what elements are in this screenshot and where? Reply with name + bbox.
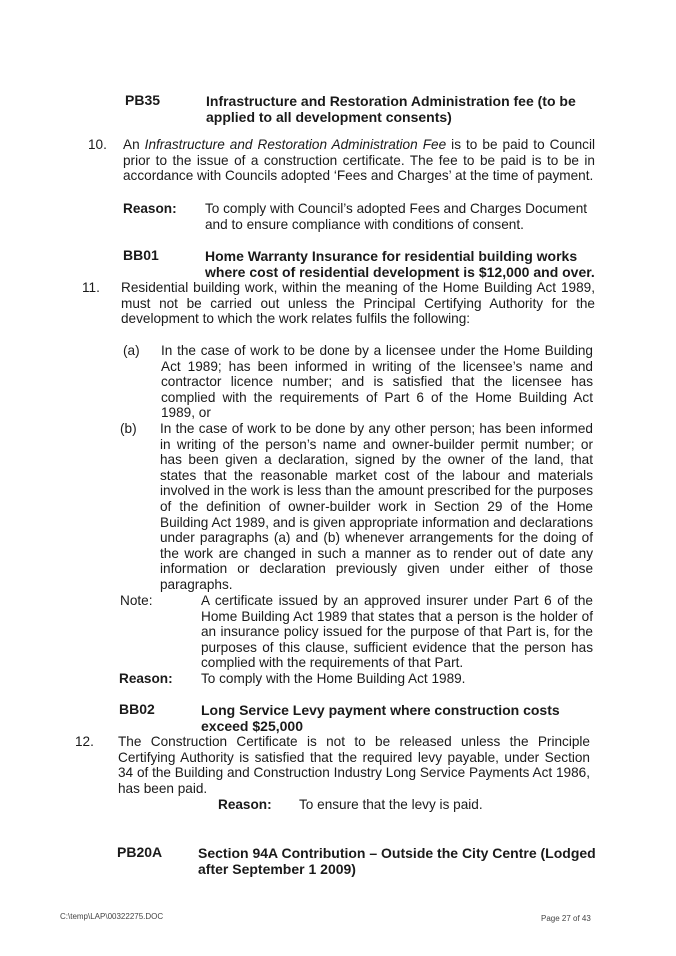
- section-code-bb02: BB02: [119, 701, 155, 717]
- reason-label-12: Reason:: [218, 797, 272, 812]
- item-b-label: (b): [120, 421, 137, 436]
- condition-10-body: An Infrastructure and Restoration Administration Fee is to be paid to Council prior to the issue of a construction certificate. The fee to be paid is to be in accordance with Councils adopted ‘Fees and Charges’ at the time of payment.: [123, 137, 595, 184]
- section-code-pb35: PB35: [125, 92, 161, 108]
- reason-label-10: Reason:: [123, 201, 177, 216]
- item-b-text: In the case of work to be done by any other person; has been informed in writing of the person’s name and owner-builder permit number; or has been given a declaration, signed by the owner of the land, that states that the reasonable market cost of the labour and materials involved in the work is less than the amount prescribed for the purposes of the definition of owner-builder work in Section 29 of the Home Building Act 1989, and is given appropriate information and declarations under paragraphs (a) and (b) whenever arrangements for the doing of the work are changed in such a manner as to render out of date any information or declaration previously given under either of those paragraphs.: [160, 421, 593, 592]
- section-code-pb20a: PB20A: [117, 844, 163, 860]
- reason-text-11: To comply with the Home Building Act 1989.: [201, 671, 466, 686]
- condition-11-body: Residential building work, within the meaning of the Home Building Act 1989, must not be carried out unless the Principal Certifying Authority for the development to which the work relates fulfils the following:: [121, 280, 595, 327]
- condition-number-12: 12.: [75, 734, 94, 749]
- note-text: A certificate issued by an approved insurer under Part 6 of the Home Building Act 1989 that states that a person is the holder of an insurance policy issued for the purpose of that Part is, for the purposes of this clause, sufficient evidence that the person has complied with the requirements of that Part.: [201, 593, 593, 671]
- section-title-bb02: Long Service Levy payment where construction costs exceed $25,000: [201, 702, 560, 734]
- section-code-bb01: BB01: [123, 247, 159, 263]
- item-a-text: In the case of work to be done by a licensee under the Home Building Act 1989; has been informed in writing of the licensee’s name and contractor licence number; and is satisfied that the licensee has complied with the requirements of Part 6 of the Home Building Act 1989, or: [161, 343, 593, 421]
- condition-12-body: The Construction Certificate is not to be released unless the Principle Certifying Authority is satisfied that the required levy payable, under Section 34 of the Building and Construction Industry Long Service Payments Act 1986, has been paid.: [118, 734, 590, 796]
- note-label: Note:: [120, 593, 153, 608]
- reason-label-11: Reason:: [119, 671, 173, 686]
- fee-name: Infrastructure and Restoration Administration Fee: [144, 137, 447, 152]
- section-title-pb20a: Section 94A Contribution – Outside the City Centre (Lodged after September 1 2009): [198, 845, 596, 877]
- reason-text-12: To ensure that the levy is paid.: [299, 797, 483, 812]
- reason-text-10: To comply with Council’s adopted Fees and Charges Document and to ensure compliance with conditions of consent.: [205, 201, 588, 232]
- section-title-pb35: Infrastructure and Restoration Administration fee (to be applied to all development consents): [206, 93, 576, 125]
- item-a-label: (a): [123, 343, 140, 358]
- footer-page-number: Page 27 of 43: [541, 914, 591, 923]
- condition-number-11: 11.: [82, 280, 100, 295]
- footer-file-path: C:\temp\LAP\00322275.DOC: [60, 912, 164, 921]
- section-title-bb01: Home Warranty Insurance for residential building works where cost of residential development is $12,000 and over.: [205, 248, 595, 280]
- condition-number-10: 10.: [88, 137, 107, 152]
